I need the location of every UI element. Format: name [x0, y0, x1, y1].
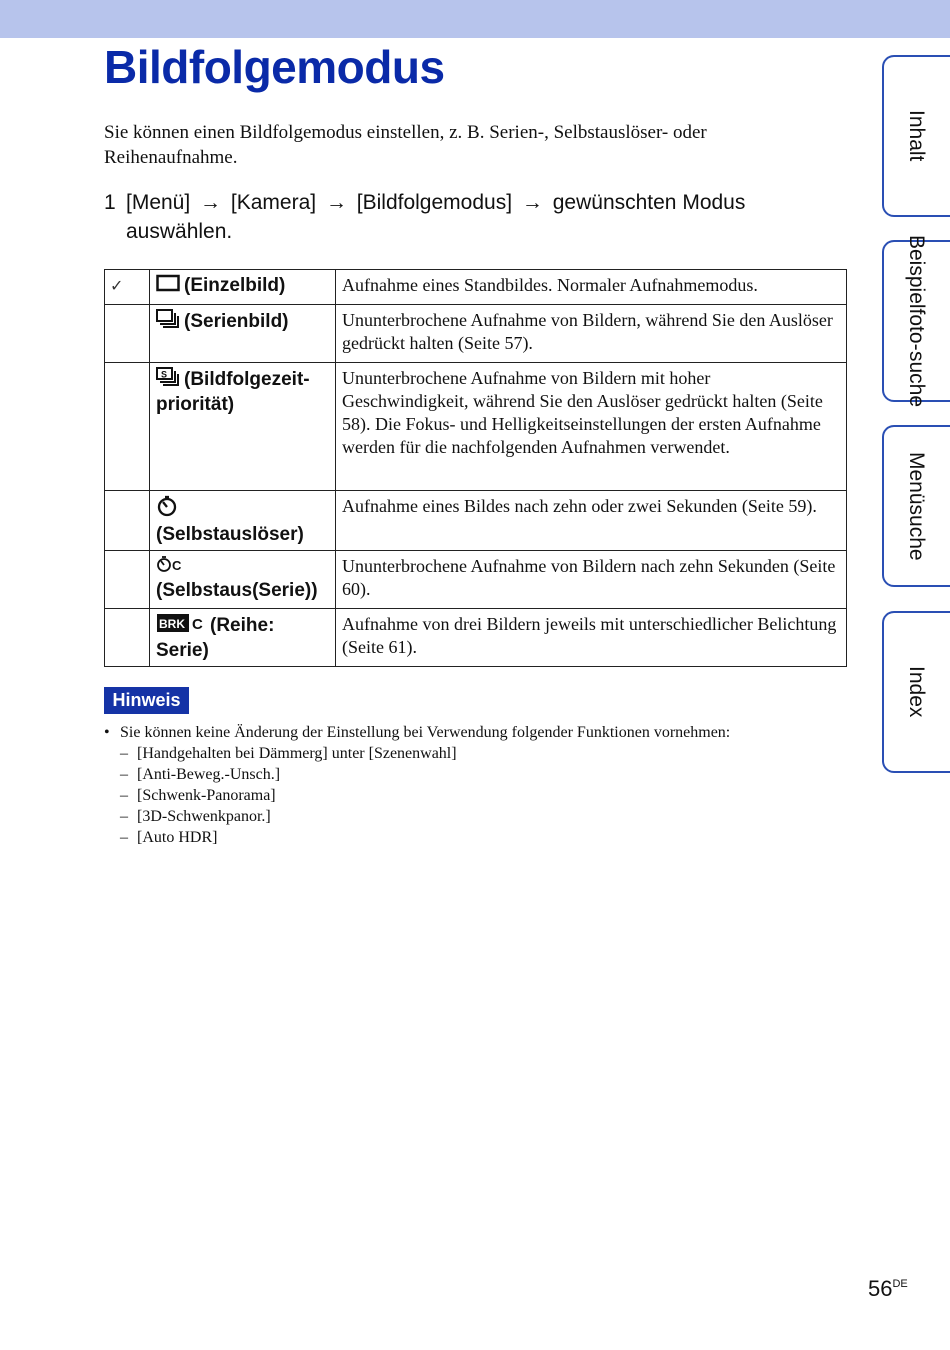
hinweis-text: Sie können keine Änderung der Einstellung bei Verwendung folgender Funktionen vornehmen: [120, 724, 731, 741]
table-row [105, 363, 847, 491]
tab-label: Beispielfoto- suche [905, 235, 928, 407]
step-bildfolgemodus: [Bildfolgemodus] [356, 191, 513, 214]
list-item [104, 827, 824, 848]
list-item [104, 722, 824, 743]
svg-text:C: C [192, 616, 203, 633]
mode-description: Aufnahme von drei Bildern jeweils mit unterschiedlicher Belichtung (Seite 61). [342, 614, 837, 657]
intro-text: Sie können einen Bildfolgemodus einstellen, z. B. Serien-, Selbstauslöser- oder Reihenaufnahme. [104, 122, 707, 168]
svg-text:C: C [172, 558, 182, 573]
hinweis-label: Hinweis [104, 687, 189, 714]
mode-name: (Selbstauslöser) [156, 524, 304, 545]
step-kamera: [Kamera] [230, 191, 317, 214]
tab-index[interactable] [882, 611, 950, 773]
dash-mark: – [120, 787, 128, 804]
arrow-icon: → [200, 191, 222, 214]
step-number: 1 [104, 191, 116, 214]
continuous-icon [156, 309, 180, 335]
dash-mark: – [120, 766, 128, 783]
hinweis-notes [104, 722, 824, 848]
mode-name: (Reihe: Serie) [156, 615, 275, 661]
svg-text:S: S [161, 369, 168, 380]
tab-label: Index [905, 666, 928, 718]
bullet-mark: • [104, 724, 110, 741]
step-select-mode: gewünschten Modus auswählen. [126, 191, 746, 243]
mode-description: Aufnahme eines Bildes nach zehn oder zwei Sekunden (Seite 59). [342, 496, 817, 516]
self-timer-icon [156, 495, 325, 523]
mode-name: (Einzelbild) [184, 275, 286, 297]
mode-table [104, 269, 847, 667]
dash-mark: – [120, 745, 128, 762]
mode-name: (Serienbild) [184, 311, 289, 333]
hinweis-item: [Handgehalten bei Dämmerg] unter [Szenenwahl] [137, 745, 457, 762]
arrow-icon: → [521, 191, 543, 214]
tab-menuesuche[interactable] [882, 425, 950, 587]
instruction-step [104, 188, 804, 246]
svg-text:BRK: BRK [159, 617, 185, 631]
table-row [105, 305, 847, 363]
table-row [105, 551, 847, 609]
table-row [105, 491, 847, 551]
mode-description: Ununterbrochene Aufnahme von Bildern mit hoher Geschwindigkeit, während Sie den Auslöser gedrückt halten (Seite 58). Die Fokus- und Helligkeitseinstellungen der ersten Aufnahme werden für die nachfolgenden Aufnahmen verwendet. [342, 368, 823, 457]
list-item [104, 806, 824, 827]
table-row [105, 270, 847, 305]
hinweis-item: [3D-Schwenkpanor.] [137, 808, 271, 825]
mode-description: Aufnahme eines Standbildes. Normaler Aufnahmemodus. [342, 275, 758, 295]
page-number: 56DE [868, 1276, 908, 1301]
arrow-icon: → [325, 191, 347, 214]
list-item [104, 764, 824, 785]
hinweis-item: [Schwenk-Panorama] [137, 787, 276, 804]
bracket-icon [156, 613, 206, 639]
default-check-icon: ✓ [110, 278, 124, 295]
dash-mark: – [120, 829, 128, 846]
hinweis-item: [Auto HDR] [137, 829, 218, 846]
speed-priority-icon [156, 367, 180, 393]
tab-label: Menüsuche [905, 451, 928, 561]
dash-mark: – [120, 808, 128, 825]
hinweis-item: [Anti-Beweg.-Unsch.] [137, 766, 281, 783]
table-row [105, 609, 847, 667]
mode-description: Ununterbrochene Aufnahme von Bildern nach zehn Sekunden (Seite 60). [342, 556, 836, 599]
page-title: Bildfolgemodus [104, 41, 445, 93]
tab-beispielfoto-suche[interactable] [882, 235, 950, 407]
step-menu: [Menü] [126, 191, 191, 214]
single-frame-icon [156, 274, 180, 298]
page-number-suffix: DE [892, 1278, 908, 1290]
top-banner [0, 0, 950, 38]
self-timer-continuous-icon [156, 555, 325, 579]
mode-name: (Bildfolgezeit-priorität) [156, 369, 310, 415]
tab-label: Inhalt [905, 110, 928, 162]
list-item [104, 743, 824, 764]
list-item [104, 785, 824, 806]
tab-inhalt[interactable] [882, 55, 950, 217]
mode-name: (Selbstaus(Serie)) [156, 580, 318, 601]
mode-description: Ununterbrochene Aufnahme von Bildern, während Sie den Auslöser gedrückt halten (Seite 57). [342, 310, 833, 353]
